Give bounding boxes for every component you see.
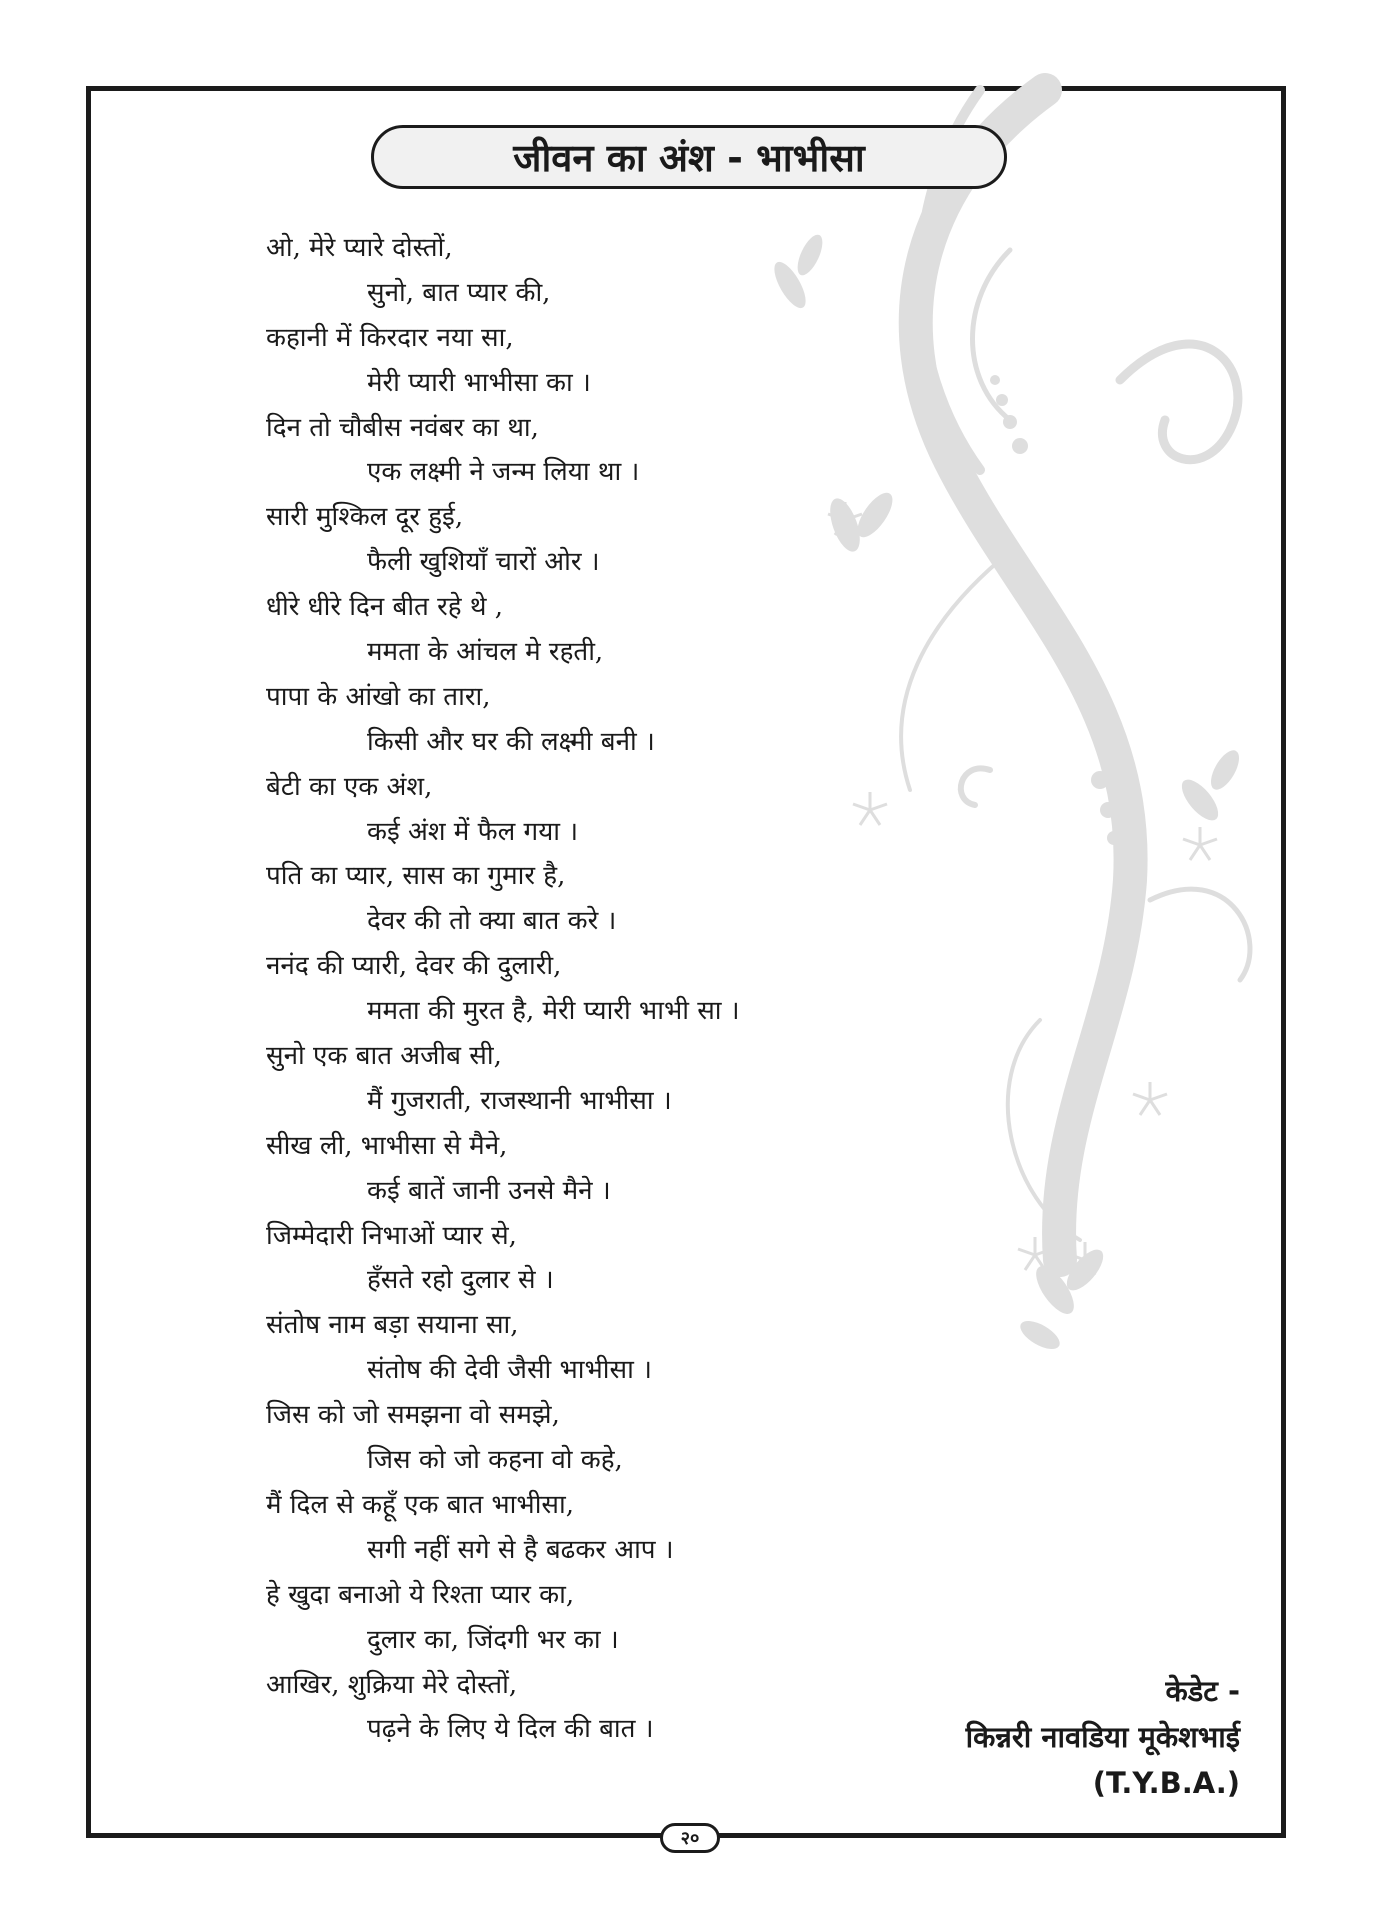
- poem-line: देवर की तो क्या बात करे ।: [367, 906, 617, 937]
- poem-line: पति का प्यार, सास का गुमार है,: [266, 861, 566, 892]
- poem-line: सारी मुश्किल दूर हुई,: [266, 502, 464, 533]
- author-label: केडेट -: [1165, 1674, 1240, 1708]
- page-title: जीवन का अंश - भाभीसा: [513, 136, 865, 180]
- poem-line: ओ, मेरे प्यारे दोस्तों,: [266, 233, 453, 263]
- poem-line: ममता के आंचल मे रहती,: [367, 637, 604, 668]
- author-class: (T.Y.B.A.): [1092, 1766, 1240, 1800]
- page-number: २०: [660, 1823, 720, 1853]
- poem-line: ममता की मुरत है, मेरी प्यारी भाभी सा ।: [367, 996, 740, 1027]
- poem-line: सीख ली, भाभीसा से मैने,: [266, 1130, 508, 1161]
- author-name: किन्नरी नावडिया मूकेशभाई: [965, 1720, 1240, 1754]
- poem-line: संतोष की देवी जैसी भाभीसा ।: [367, 1355, 652, 1386]
- poem-line: मेरी प्यारी भाभीसा का ।: [367, 367, 591, 398]
- poem-line: कई बातें जानी उनसे मैने ।: [367, 1175, 611, 1206]
- title-banner: [371, 125, 1007, 189]
- poem-line: ननंद की प्यारी, देवर की दुलारी,: [266, 951, 562, 982]
- poem-line: मैं दिल से कहूँ एक बात भाभीसा,: [266, 1489, 574, 1520]
- poem-line: एक लक्ष्मी ने जन्म लिया था ।: [367, 457, 640, 488]
- poem-line: कई अंश में फैल गया ।: [367, 816, 579, 847]
- poem-line: दुलार का, जिंदगी भर का ।: [367, 1624, 619, 1655]
- poem-line: सगी नहीं सगे से है बढकर आप ।: [367, 1534, 674, 1565]
- poem-line: कहानी में किरदार नया सा,: [266, 322, 514, 353]
- poem-line: संतोष नाम बड़ा सयाना सा,: [266, 1310, 519, 1341]
- poem-line: मैं गुजराती, राजस्थानी भाभीसा ।: [367, 1085, 672, 1116]
- poem-line: पढ़ने के लिए ये दिल की बात ।: [367, 1714, 654, 1745]
- poem-line: जिम्मेदारी निभाओं प्यार से,: [266, 1220, 517, 1251]
- poem-line: आखिर, शुक्रिया मेरे दोस्तों,: [266, 1669, 518, 1700]
- poem-line: बेटी का एक अंश,: [266, 771, 433, 802]
- poem-line: सुनो एक बात अजीब सी,: [266, 1041, 502, 1072]
- poem-line: हँसते रहो दुलार से ।: [367, 1265, 554, 1296]
- poem-line: हे खुदा बनाओ ये रिश्ता प्यार का,: [266, 1579, 575, 1610]
- poem-line: सुनो, बात प्यार की,: [367, 277, 551, 308]
- poem-line: दिन तो चौबीस नवंबर का था,: [266, 412, 539, 443]
- poem-line: पापा के आंखो का तारा,: [266, 681, 491, 712]
- poem-line: जिस को जो समझना वो समझे,: [266, 1400, 560, 1431]
- poem-line: फैली खुशियाँ चारों ओर ।: [367, 547, 600, 578]
- author-signature: [966, 1668, 1240, 1806]
- poem-body: [266, 226, 886, 1752]
- poem-line: जिस को जो कहना वो कहे,: [367, 1445, 623, 1476]
- poem-line: किसी और घर की लक्ष्मी बनी ।: [367, 726, 655, 757]
- poem-line: धीरे धीरे दिन बीत रहे थे ,: [266, 592, 503, 623]
